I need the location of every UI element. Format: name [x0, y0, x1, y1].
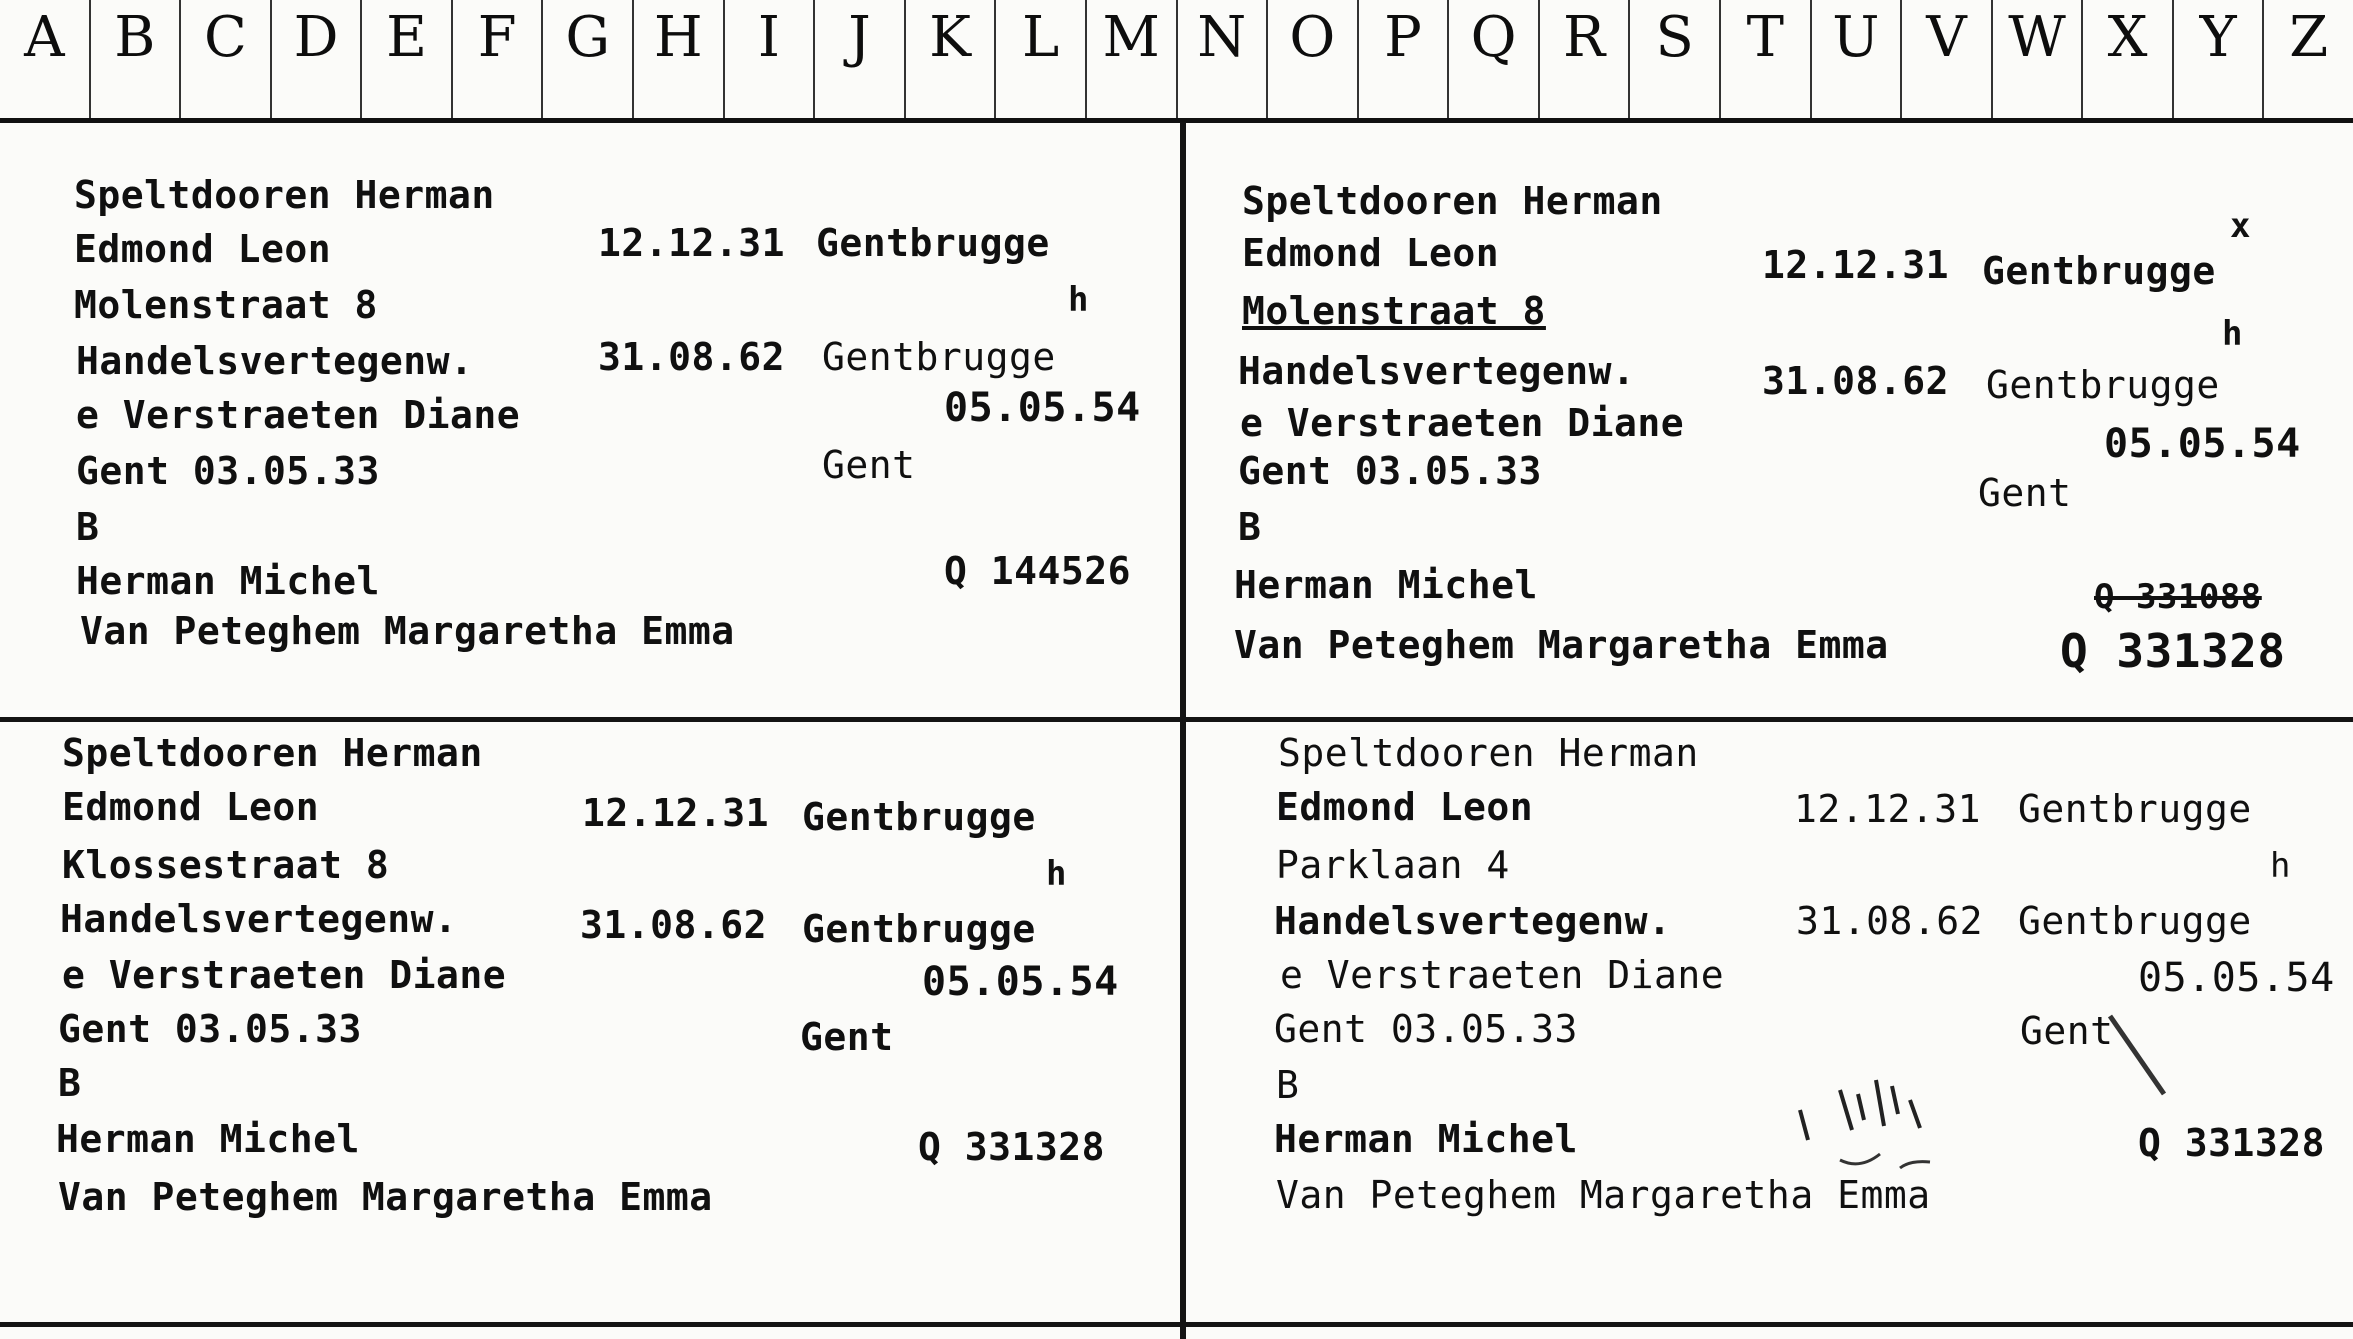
alpha-tab: M [1087, 0, 1178, 118]
given-names: Edmond Leon [74, 227, 332, 271]
alpha-tab: G [543, 0, 634, 118]
id-number: Q 331328 [918, 1125, 1106, 1169]
marker-h: h [2270, 846, 2291, 886]
alpha-tab: O [1268, 0, 1359, 118]
marriage-place: Gent [822, 443, 916, 487]
occupation: Handelsvertegenw. [60, 897, 458, 941]
struck-id-number: Q 331088 [2094, 577, 2262, 617]
alpha-tab: F [453, 0, 544, 118]
alpha-tab: Y [2174, 0, 2265, 118]
spouse-name: e Verstraeten Diane [76, 393, 521, 437]
alpha-tab: K [906, 0, 997, 118]
mother-name: Van Peteghem Margaretha Emma [1234, 623, 1889, 667]
registration-date: 31.08.62 [1762, 359, 1950, 403]
mother-name: Van Peteghem Margaretha Emma [58, 1175, 713, 1219]
birth-date: 12.12.31 [1762, 243, 1950, 287]
birth-place: Gentbrugge [802, 795, 1036, 839]
registration-place: Gentbrugge [1986, 363, 2220, 407]
street-address: Molenstraat 8 [1242, 289, 1546, 333]
alpha-tab: C [181, 0, 272, 118]
occupation: Handelsvertegenw. [1238, 349, 1636, 393]
given-names: Edmond Leon [62, 785, 320, 829]
marriage-date: 05.05.54 [922, 959, 1119, 1005]
bottom-card-border [0, 1322, 2353, 1327]
spouse-birth: Gent 03.05.33 [1238, 449, 1542, 493]
mother-name: Van Peteghem Margaretha Emma [1276, 1173, 1931, 1217]
marriage-date: 05.05.54 [2138, 955, 2335, 1001]
id-number: Q 144526 [944, 549, 1132, 593]
father-name: Herman Michel [1234, 563, 1538, 607]
registration-date: 31.08.62 [1796, 899, 1984, 943]
father-name: Herman Michel [56, 1117, 360, 1161]
street-address: Klossestraat 8 [62, 843, 390, 887]
alpha-tab: I [725, 0, 816, 118]
birth-date: 12.12.31 [1794, 787, 1982, 831]
alpha-tab: S [1630, 0, 1721, 118]
marker-h: h [2222, 314, 2243, 354]
given-names: Edmond Leon [1242, 231, 1500, 275]
marriage-place: Gent [2020, 1009, 2114, 1053]
spouse-birth: Gent 03.05.33 [1274, 1007, 1578, 1051]
pencil-slash [2104, 1010, 2174, 1100]
alpha-tab: P [1359, 0, 1450, 118]
horizontal-card-divider [0, 717, 2353, 722]
surname-line: Speltdooren Herman [74, 173, 495, 217]
alpha-tab: Q [1449, 0, 1540, 118]
surname-line: Speltdooren Herman [62, 731, 483, 775]
alpha-tab: D [272, 0, 363, 118]
birth-place: Gentbrugge [816, 221, 1050, 265]
marriage-date: 05.05.54 [944, 385, 1141, 431]
surname-line: Speltdooren Herman [1278, 731, 1699, 775]
marker-x: x [2230, 206, 2251, 246]
alpha-tab: B [91, 0, 182, 118]
registration-place: Gentbrugge [2018, 899, 2252, 943]
registration-place: Gentbrugge [822, 335, 1056, 379]
b-code: B [76, 505, 100, 549]
alphabet-index-strip [0, 0, 2353, 123]
registration-date: 31.08.62 [598, 335, 786, 379]
registration-date: 31.08.62 [580, 903, 768, 947]
id-number: Q 331328 [2138, 1121, 2326, 1165]
marriage-place: Gent [1978, 471, 2072, 515]
b-code: B [1238, 505, 1262, 549]
street-address: Parklaan 4 [1276, 843, 1510, 887]
alpha-tab: N [1178, 0, 1269, 118]
father-name: Herman Michel [1274, 1117, 1578, 1161]
spouse-birth: Gent 03.05.33 [76, 449, 380, 493]
alpha-tab: T [1721, 0, 1812, 118]
spouse-birth: Gent 03.05.33 [58, 1007, 362, 1051]
pencil-scribble [1780, 1050, 1960, 1180]
spouse-name: e Verstraeten Diane [1240, 401, 1685, 445]
alpha-tab: E [362, 0, 453, 118]
occupation: Handelsvertegenw. [1274, 899, 1672, 943]
street-address: Molenstraat 8 [74, 283, 378, 327]
alpha-tab: W [1993, 0, 2084, 118]
alpha-tab: X [2083, 0, 2174, 118]
father-name: Herman Michel [76, 559, 380, 603]
spouse-name: e Verstraeten Diane [1280, 953, 1725, 997]
alpha-tab: A [0, 0, 91, 118]
alpha-tab: J [815, 0, 906, 118]
b-code: B [1276, 1063, 1300, 1107]
marriage-place: Gent [800, 1015, 894, 1059]
surname-line: Speltdooren Herman [1242, 179, 1663, 223]
registration-place: Gentbrugge [802, 907, 1036, 951]
b-code: B [58, 1061, 82, 1105]
mother-name: Van Peteghem Margaretha Emma [80, 609, 735, 653]
birth-place: Gentbrugge [2018, 787, 2252, 831]
birth-date: 12.12.31 [582, 791, 770, 835]
birth-date: 12.12.31 [598, 221, 786, 265]
alpha-tab: H [634, 0, 725, 118]
alpha-tab: R [1540, 0, 1631, 118]
marker-h: h [1046, 854, 1067, 894]
alpha-tab: L [996, 0, 1087, 118]
alpha-tab: U [1812, 0, 1903, 118]
occupation: Handelsvertegenw. [76, 339, 474, 383]
given-names: Edmond Leon [1276, 785, 1534, 829]
alpha-tab: Z [2289, 5, 2329, 70]
birth-place: Gentbrugge [1982, 249, 2216, 293]
id-number: Q 331328 [2060, 624, 2286, 678]
spouse-name: e Verstraeten Diane [62, 953, 507, 997]
marker-h: h [1068, 280, 1089, 320]
alpha-tab: V [1902, 0, 1993, 118]
marriage-date: 05.05.54 [2104, 421, 2301, 467]
vertical-card-divider [1180, 122, 1186, 1339]
